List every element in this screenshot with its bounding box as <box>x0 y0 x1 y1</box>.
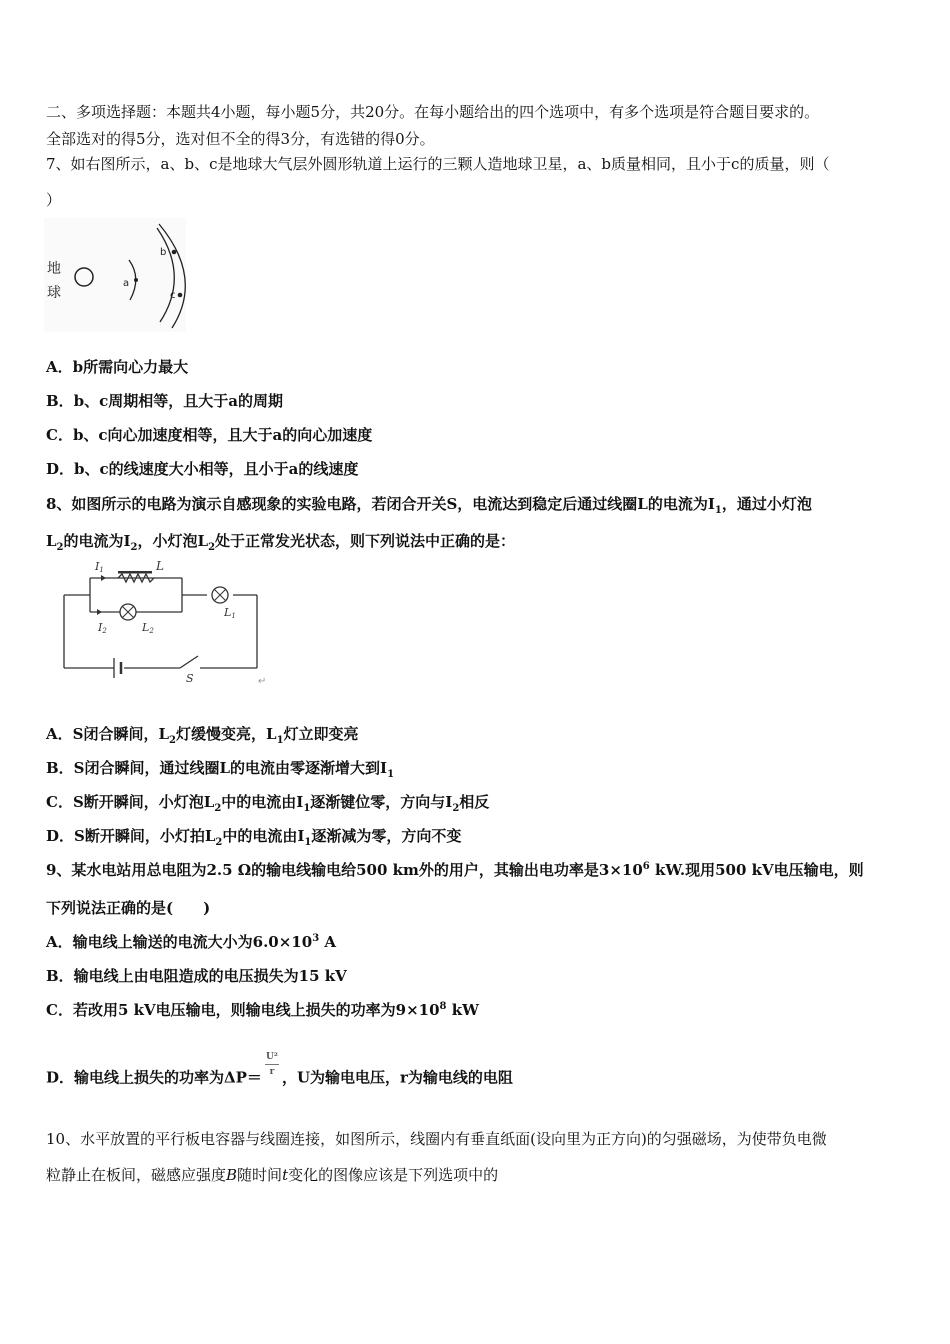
inductor-core <box>118 571 152 574</box>
label-I1: I1 <box>95 560 104 574</box>
q7-orbit-figure <box>44 218 186 332</box>
q8-circuit-figure <box>52 558 272 688</box>
q9-option-b: B．输电线上由电阻造成的电压损失为15 kV <box>46 967 347 985</box>
q10-stem-line2: 粒静止在板间，磁感应强度B随时间t变化的图像应该是下列选项中的 <box>46 1166 499 1184</box>
label-L2: L2 <box>142 621 154 635</box>
q7-option-c: C．b、c向心加速度相等，且大于a的向心加速度 <box>46 426 373 444</box>
satellite-a <box>134 278 138 282</box>
q7-earth-char1: 地 <box>47 261 61 277</box>
arrow-I2 <box>97 609 102 615</box>
q9-stem-line2: 下列说法正确的是( ) <box>46 899 211 917</box>
q9-option-c: C．若改用5 kV电压输电，则输电线上损失的功率为$9\times 10^8$ kW <box>46 1001 479 1019</box>
q10-stem-line1: 10、水平放置的平行板电容器与线圈连接，如图所示，线圈内有垂直纸面(设向里为正方向)的匀强磁场，为使带负电微 <box>46 1130 827 1148</box>
q8-option-d: D．S断开瞬间，小灯拍$L_2$中的电流由$I_1$逐渐减为零，方向不变 <box>46 827 462 848</box>
section-heading-line2: 全部选对的得5分，选对但不全的得3分，有选错的得0分。 <box>46 130 435 148</box>
label-L1: L1 <box>224 606 236 620</box>
label-L: L <box>156 559 164 573</box>
q7-stem-line2: ） <box>46 191 62 209</box>
q7-label-c: c <box>170 290 176 301</box>
q7-option-d: D．b、c的线速度大小相等，且小于a的线速度 <box>46 460 359 478</box>
q8-stem-line2: $L_2$的电流为$I_2$，小灯泡$L_2$处于正常发光状态，则下列说法中正确的是： <box>46 532 516 553</box>
q8-option-b: B．S闭合瞬间，通过线圈L的电流由零逐渐增大到$I_1$ <box>46 759 395 780</box>
q7-label-a: a <box>123 278 130 289</box>
inductor-coil <box>118 574 154 582</box>
q7-option-b: B．b、c周期相等，且大于a的周期 <box>46 392 284 410</box>
q8-option-c: C．S断开瞬间，小灯泡$L_2$中的电流由$I_1$逐渐键位零，方向与$I_2$相反 <box>46 793 490 814</box>
q9-option-d: D．输电线上损失的功率为ΔP＝ $\frac{\text{U²}}{r}$ ，U为输电电压，r为输电线的电阻 <box>46 1052 513 1087</box>
section-heading-line1: 二、多项选择题：本题共4小题，每小题5分，共20分。在每小题给出的四个选项中，有多个选项是符合题目要求的。 <box>46 103 820 121</box>
label-I2: I2 <box>98 621 107 635</box>
return-mark: ↵ <box>258 676 267 687</box>
q7-earth-char2: 球 <box>47 285 61 301</box>
label-S: S <box>186 672 194 685</box>
q9-formula-fraction: $\frac{\text{U²}}{r}$ <box>266 1052 278 1077</box>
q8-stem-line1: 8、如图所示的电路为演示自感现象的实验电路，若闭合开关S，电流达到稳定后通过线圈L的电流为$I_1$，通过小灯泡 <box>46 495 812 516</box>
q7-option-a: A．b所需向心力最大 <box>46 358 189 376</box>
satellite-b <box>172 250 177 255</box>
q9-option-a: A．输电线上输送的电流大小为$6.0\times 10^3$ A <box>46 933 337 951</box>
q7-label-b: b <box>160 247 167 258</box>
q7-stem-line1: 7、如右图所示，a、b、c是地球大气层外圆形轨道上运行的三颗人造地球卫星，a、b质量相同，且小于c的质量，则（ <box>46 155 830 173</box>
q9-stem-line1: 9、某水电站用总电阻为2.5 Ω的输电线输电给500 km外的用户，其输出电功率是$3\times 10^6$ kW.现用500 kV电压输电，则 <box>46 861 864 879</box>
satellite-c <box>178 293 183 298</box>
arrow-I1 <box>101 575 106 581</box>
q8-option-a: A．S闭合瞬间，$L_2$灯缓慢变亮，$L_1$灯立即变亮 <box>46 725 359 746</box>
